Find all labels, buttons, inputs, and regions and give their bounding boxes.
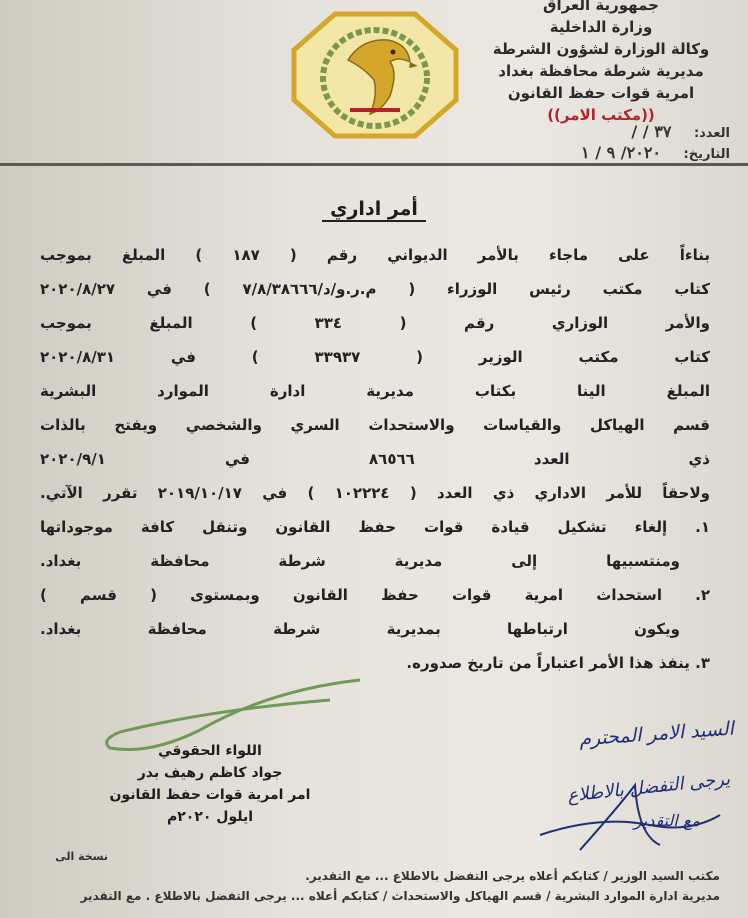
header-ministry: وزارة الداخلية xyxy=(549,18,653,36)
document-body xyxy=(40,238,710,680)
copies-list xyxy=(10,866,720,906)
copy-line: مكتب السيد الوزير / كتابكم أعلاه يرجى التفضل بالاطلاع ... مع التقدير. xyxy=(305,869,720,883)
header-directorate: مديرية شرطة محافظة بغداد xyxy=(498,62,704,80)
reference-number xyxy=(631,122,730,141)
signature-name: جواد كاظم رهيف بدر xyxy=(137,765,283,781)
reference-date xyxy=(581,143,730,162)
header-country: جمهورية العراق xyxy=(543,0,659,14)
document-title: أمر اداري xyxy=(0,198,748,220)
signature-scribble xyxy=(520,715,740,875)
body-line: والأمر الوزاري رقم ( ٣٣٤ ) المبلغ بموجب xyxy=(40,314,710,332)
handwritten-line: مع التقدير xyxy=(633,811,700,830)
eagle-emblem-icon xyxy=(290,10,460,140)
body-line: ويكون ارتباطها بمديرية شرطة محافظة بغداد. xyxy=(40,620,680,638)
body-line: كتاب مكتب الوزير ( ٣٣٩٣٧ ) في ٢٠٢٠/٨/٣١ xyxy=(40,348,710,366)
body-line: قسم الهياكل والقياسات والاستحداث السري والشخصي ويفتح بالذات xyxy=(40,416,710,434)
handwritten-line: يرجى التفضل بالاطلاع xyxy=(565,768,731,807)
signature-date: ايلول ٢٠٢٠م xyxy=(166,809,254,825)
signature-position: امر امرية قوات حفظ القانون xyxy=(109,787,311,803)
body-line: ومنتسبيها إلى مديرية شرطة محافظة بغداد. xyxy=(40,552,680,570)
body-line: ذي العدد ٨٦٥٦٦ في ٢٠٢٠/٩/١ xyxy=(40,450,710,468)
header-command: امرية قوات حفظ القانون xyxy=(507,84,695,102)
header-office: ((مكتب الامر)) xyxy=(547,106,655,124)
reference-date-value: ٢٠٢٠/ ٩ / ١ xyxy=(581,143,661,162)
reference-date-label: التاريخ: xyxy=(683,147,730,162)
body-line: ٣. ينفذ هذا الأمر اعتباراً من تاريخ صدوره. xyxy=(406,654,710,672)
signature-block xyxy=(60,740,360,828)
body-line: ١. إلغاء تشكيل قيادة قوات حفظ القانون وتنقل كافة موجوداتها xyxy=(40,518,710,536)
body-line: ٢. استحداث امرية قوات حفظ القانون وبمستوى ( قسم ) xyxy=(40,586,710,604)
copies-label: نسخة الى xyxy=(55,850,108,863)
body-line: ولاحقاً للأمر الاداري ذي العدد ( ١٠٢٢٢٤ ) في ٢٠١٩/١٠/١٧ تقرر الآتي. xyxy=(40,484,710,502)
handwritten-note xyxy=(520,715,740,875)
body-line: المبلغ الينا بكتاب مديرية ادارة الموارد البشرية xyxy=(40,382,710,400)
signature-rank: اللواء الحقوقي xyxy=(158,743,262,759)
reference-number-label: العدد: xyxy=(693,126,730,141)
header-divider xyxy=(0,163,748,166)
handwritten-line: السيد الامر المحترم xyxy=(578,717,735,751)
header-agency: وكالة الوزارة لشؤون الشرطة xyxy=(492,40,710,58)
body-line: بناءاً على ماجاء بالأمر الديواني رقم ( ١٨٧ ) المبلغ بموجب xyxy=(40,246,710,264)
body-line: كتاب مكتب رئيس الوزراء ( م.ر.و/د/٧/٨/٣٨٦٦٦ ) في ٢٠٢٠/٨/٢٧ xyxy=(40,280,710,298)
copy-line: مديرية ادارة الموارد البشرية / قسم الهياكل والاستحداث / كتابكم أعلاه ... يرجى التفضل بالاطلاع . مع التقدير xyxy=(80,889,720,903)
letterhead xyxy=(466,0,736,126)
reference-number-value: ٣٧ / / xyxy=(631,122,672,141)
